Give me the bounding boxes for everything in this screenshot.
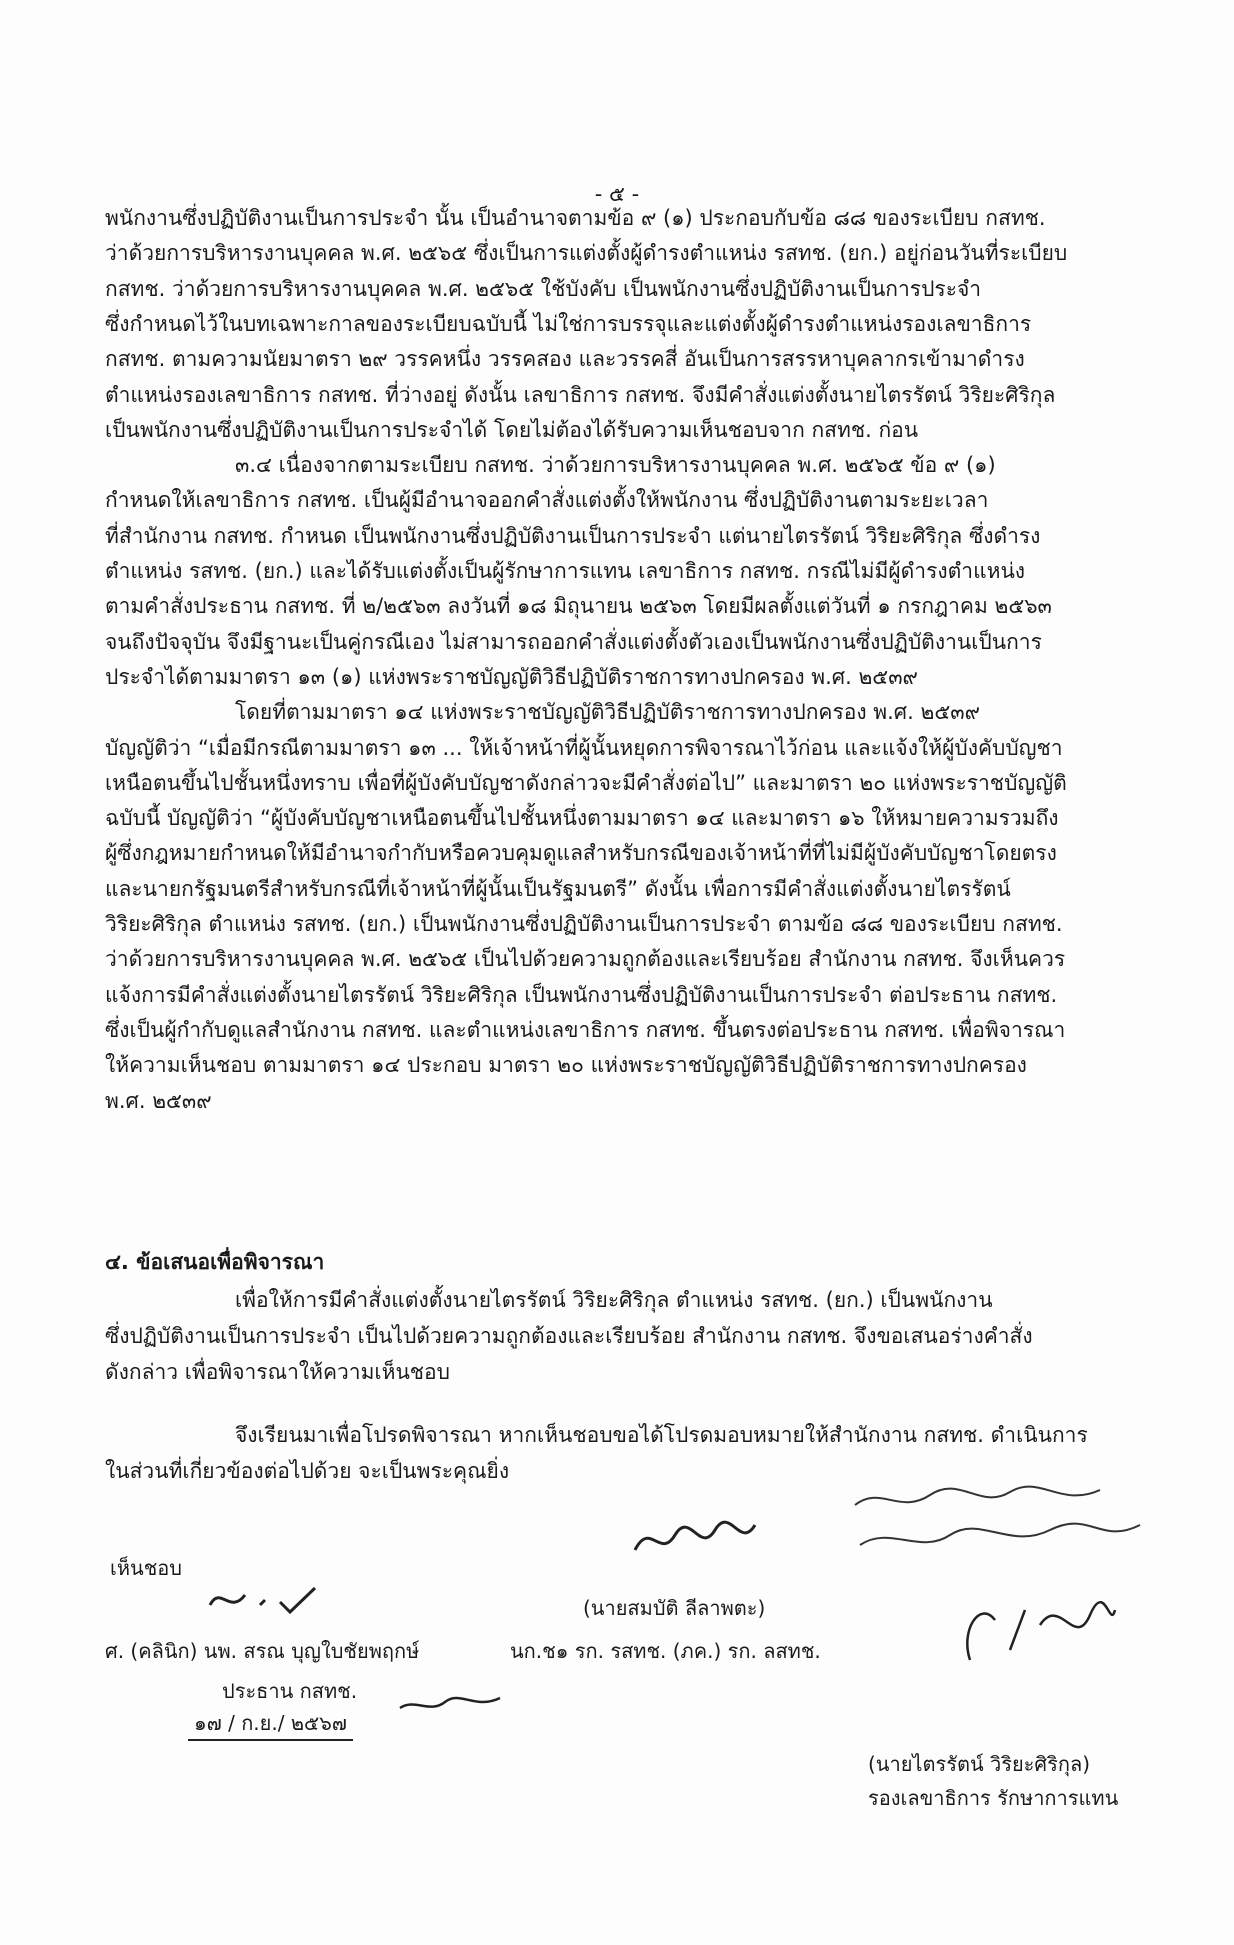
body-line: ประจำได้ตามมาตรา ๑๓ (๑) แห่งพระราชบัญญัติวิธีปฏิบัติราชการทางปกครอง พ.ศ. ๒๕๓๙ (105, 665, 918, 689)
body-line: กสทช. ว่าด้วยการบริหารงานบุคคล พ.ศ. ๒๕๖๕ ใช้บังคับ เป็นพนักงานซึ่งปฏิบัติงานเป็นการประจำ (105, 277, 982, 301)
body-line: ซึ่งปฏิบัติงานเป็นการประจำ เป็นไปด้วยความถูกต้องและเรียบร้อย สำนักงาน กสทช. จึงขอเสนอร่างคำสั่ง (105, 1324, 1033, 1348)
signature-approval-date-mark (395, 1690, 505, 1720)
signature-center-mark (630, 1515, 760, 1565)
section-heading: ๔. ข้อเสนอเพื่อพิจารณา (105, 1250, 325, 1274)
body-line: ผู้ซึ่งกฎหมายกำหนดให้มีอำนาจกำกับหรือควบคุมดูแลสำหรับกรณีของเจ้าหน้าที่ที่ไม่มีผู้บังคับบัญชาโดยตรง (105, 841, 1057, 865)
body-line: กำหนดให้เลขาธิการ กสทช. เป็นผู้มีอำนาจออกคำสั่งแต่งตั้งให้พนักงาน ซึ่งปฏิบัติงานตามระยะเวลา (105, 488, 989, 512)
right-signer-position: รองเลขาธิการ รักษาการแทน (868, 1786, 1119, 1810)
approval-position: ประธาน กสทช. (222, 1679, 358, 1703)
signature-approval-mark (205, 1580, 325, 1620)
body-line: ซึ่งเป็นผู้กำกับดูแลสำนักงาน กสทช. และตำแหน่งเลขาธิการ กสทช. ขึ้นตรงต่อประธาน กสทช. เพื่อพิจารณา (105, 1018, 1066, 1042)
body-line: พนักงานซึ่งปฏิบัติงานเป็นการประจำ นั้น เป็นอำนาจตามข้อ ๙ (๑) ประกอบกับข้อ ๘๘ ของระเบียบ กสทช. (105, 206, 1046, 230)
approval-label: เห็นชอบ (110, 1556, 182, 1580)
body-line: บัญญัติว่า “เมื่อมีกรณีตามมาตรา ๑๓ ... ให้เจ้าหน้าที่ผู้นั้นหยุดการพิจารณาไว้ก่อน และแจ้งให้ผู้บังคับบัญชา (105, 736, 1063, 760)
body-line: ซึ่งกำหนดไว้ในบทเฉพาะกาลของระเบียบฉบับนี้ ไม่ใช่การบรรจุและแต่งตั้งผู้ดำรงตำแหน่งรองเลขาธิการ (105, 312, 1032, 336)
body-line: ว่าด้วยการบริหารงานบุคคล พ.ศ. ๒๕๖๕ เป็นไปด้วยความถูกต้องและเรียบร้อย สำนักงาน กสทช. จึงเห็นควร (105, 947, 1066, 971)
center-signer-position: นก.ช๑ รก. รสทช. (ภค.) รก. ลสทช. (510, 1639, 821, 1663)
body-line: ตามคำสั่งประธาน กสทช. ที่ ๒/๒๕๖๓ ลงวันที่ ๑๘ มิถุนายน ๒๕๖๓ โดยมีผลตั้งแต่วันที่ ๑ กรกฎาคม ๒๕๖๓ (105, 594, 1052, 618)
body-line: เป็นพนักงานซึ่งปฏิบัติงานเป็นการประจำได้ โดยไม่ต้องได้รับความเห็นชอบจาก กสทช. ก่อน (105, 418, 919, 442)
body-line: วิริยะศิริกุล ตำแหน่ง รสทช. (ยก.) เป็นพนักงานซึ่งปฏิบัติงานเป็นการประจำ ตามข้อ ๘๘ ของระเบียบ กสทช. (105, 912, 1063, 936)
body-line: พ.ศ. ๒๕๓๙ (105, 1089, 212, 1113)
body-line: เหนือตนขึ้นไปชั้นหนึ่งทราบ เพื่อที่ผู้บังคับบัญชาดังกล่าวจะมีคำสั่งต่อไป” และมาตรา ๒๐ แห่งพระราชบัญญัติ (105, 771, 1067, 795)
body-line: แจ้งการมีคำสั่งแต่งตั้งนายไตรรัตน์ วิริยะศิริกุล เป็นพนักงานซึ่งปฏิบัติงานเป็นการประจำ ต่อประธาน กสทช. (105, 983, 1058, 1007)
body-line: ในส่วนที่เกี่ยวข้องต่อไปด้วย จะเป็นพระคุณยิ่ง (105, 1459, 510, 1483)
body-line: ฉบับนี้ บัญญัติว่า “ผู้บังคับบัญชาเหนือตนขึ้นไปชั้นหนึ่งตามมาตรา ๑๔ และมาตรา ๑๖ ให้หมายความรวมถึง (105, 806, 1059, 830)
body-line: ว่าด้วยการบริหารงานบุคคล พ.ศ. ๒๕๖๕ ซึ่งเป็นการแต่งตั้งผู้ดำรงตำแหน่ง รสทช. (ยก.) อยู่ก่อนวันที่ระเบียบ (105, 241, 1068, 265)
body-line: ดังกล่าว เพื่อพิจารณาให้ความเห็นชอบ (105, 1360, 451, 1384)
body-line: จึงเรียนมาเพื่อโปรดพิจารณา หากเห็นชอบขอได้โปรดมอบหมายให้สำนักงาน กสทช. ดำเนินการ (235, 1423, 1088, 1447)
body-line: ให้ความเห็นชอบ ตามมาตรา ๑๔ ประกอบ มาตรา ๒๐ แห่งพระราชบัญญัติวิธีปฏิบัติราชการทางปกครอง (105, 1053, 1027, 1077)
body-line: และนายกรัฐมนตรีสำหรับกรณีที่เจ้าหน้าที่ผู้นั้นเป็นรัฐมนตรี” ดังนั้น เพื่อการมีคำสั่งแต่งตั้งนายไตรรัตน์ (105, 877, 1011, 901)
body-line: ๓.๔ เนื่องจากตามระเบียบ กสทช. ว่าด้วยการบริหารงานบุคคล พ.ศ. ๒๕๖๕ ข้อ ๙ (๑) (235, 453, 996, 477)
body-line: ตำแหน่งรองเลขาธิการ กสทช. ที่ว่างอยู่ ดังนั้น เลขาธิการ กสทช. จึงมีคำสั่งแต่งตั้งนายไตรรัตน์ วิริยะศิริกุล (105, 383, 1056, 407)
body-line: กสทช. ตามความนัยมาตรา ๒๙ วรรคหนึ่ง วรรคสอง และวรรคสี่ อันเป็นการสรรหาบุคลากรเข้ามาดำรง (105, 347, 1025, 371)
signature-right-mark (950, 1590, 1120, 1670)
center-signer-name: (นายสมบัติ ลีลาพตะ) (583, 1596, 766, 1620)
approval-name: ศ. (คลินิก) นพ. สรณ บุญใบชัยพฤกษ์ (105, 1639, 420, 1663)
body-line: เพื่อให้การมีคำสั่งแต่งตั้งนายไตรรัตน์ วิริยะศิริกุล ตำแหน่ง รสทช. (ยก.) เป็นพนักงาน (235, 1288, 993, 1312)
body-line: ที่สำนักงาน กสทช. กำหนด เป็นพนักงานซึ่งปฏิบัติงานเป็นการประจำ แต่นายไตรรัตน์ วิริยะศิริกุล ซึ่งดำรง (105, 524, 1041, 548)
right-signer-name: (นายไตรรัตน์ วิริยะศิริกุล) (868, 1752, 1091, 1776)
body-line: ตำแหน่ง รสทช. (ยก.) และได้รับแต่งตั้งเป็นผู้รักษาการแทน เลขาธิการ กสทช. กรณีไม่มีผู้ดำรงตำแหน่ง (105, 559, 1026, 583)
body-line: โดยที่ตามมาตรา ๑๔ แห่งพระราชบัญญัติวิธีปฏิบัติราชการทางปกครอง พ.ศ. ๒๕๓๙ (235, 700, 980, 724)
body-line: จนถึงปัจจุบัน จึงมีฐานะเป็นคู่กรณีเอง ไม่สามารถออกคำสั่งแต่งตั้งตัวเองเป็นพนักงานซึ่งปฏิบัติงานเป็นการ (105, 630, 1042, 654)
approval-date: ๑๗ / ก.ย./ ๒๕๖๗ (188, 1707, 353, 1741)
page-number: - ๕ - (594, 182, 640, 206)
handwritten-note-mark (850, 1480, 1150, 1570)
